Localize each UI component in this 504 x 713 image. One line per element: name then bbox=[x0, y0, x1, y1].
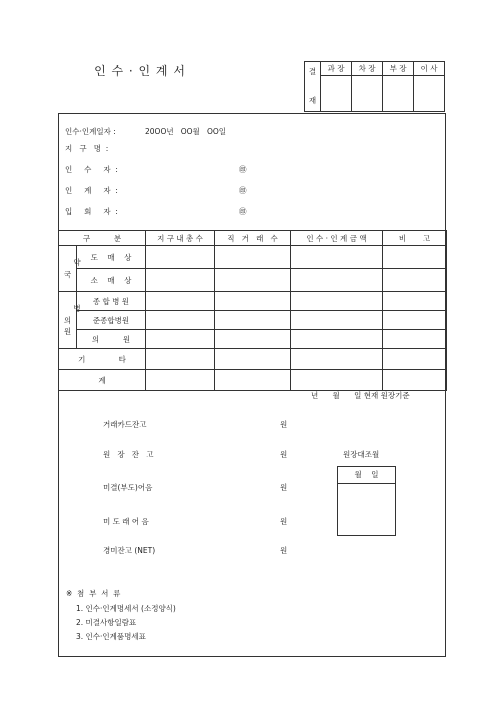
cell[interactable] bbox=[215, 370, 291, 391]
document-title: 인 수 · 인 계 서 bbox=[94, 64, 186, 78]
approval-label bbox=[305, 62, 321, 112]
approval-sign-director[interactable] bbox=[383, 75, 414, 111]
row-label-retail: 소 매 상 bbox=[77, 269, 146, 292]
cell[interactable] bbox=[291, 370, 383, 391]
approval-header-director: 부 장 bbox=[383, 62, 414, 76]
row-label-other: 기 타 bbox=[59, 349, 146, 370]
summary-unit-dishonored-notes: 원 bbox=[280, 483, 288, 492]
cell[interactable] bbox=[215, 269, 291, 292]
table-row bbox=[59, 269, 447, 292]
cell[interactable] bbox=[291, 311, 383, 330]
summary-unit-net-balance: 원 bbox=[280, 546, 288, 555]
ledger-match-label: 원장대조월 bbox=[343, 450, 380, 459]
approval-header-executive: 이 사 bbox=[414, 62, 445, 76]
ledger-match-box-header: 월 일 bbox=[338, 467, 395, 484]
attachment-item: 2. 미결사항일람표 bbox=[76, 618, 137, 627]
approval-sign-manager[interactable] bbox=[321, 75, 352, 111]
cell[interactable] bbox=[291, 292, 383, 311]
cell[interactable] bbox=[215, 330, 291, 349]
row-label-total: 계 bbox=[59, 370, 146, 391]
header-remarks: 비 고 bbox=[383, 231, 447, 246]
summary-unit-card-balance: 원 bbox=[280, 420, 288, 429]
cell[interactable] bbox=[146, 370, 215, 391]
cell[interactable] bbox=[215, 311, 291, 330]
header-direct: 직 거 래 수 bbox=[215, 231, 291, 246]
approval-label-top: 결 bbox=[308, 67, 317, 77]
cell[interactable] bbox=[146, 292, 215, 311]
row-label-semi-general-hospital: 준종합병원 bbox=[77, 311, 146, 330]
attachments-title: ※ 첨 부 서 류 bbox=[66, 589, 121, 598]
cell[interactable] bbox=[291, 246, 383, 269]
cell[interactable] bbox=[215, 292, 291, 311]
cell[interactable] bbox=[291, 349, 383, 370]
cell[interactable] bbox=[291, 269, 383, 292]
summary-label-ledger-balance: 원 장 잔 고 bbox=[103, 450, 154, 459]
row-label-general-hospital: 종 합 병 원 bbox=[77, 292, 146, 311]
ledger-match-box[interactable] bbox=[337, 466, 396, 536]
cell[interactable] bbox=[215, 246, 291, 269]
summary-unit-ledger-balance: 원 bbox=[280, 450, 288, 459]
cell[interactable] bbox=[146, 311, 215, 330]
cell[interactable] bbox=[146, 349, 215, 370]
row-label-wholesale: 도 매 상 bbox=[77, 246, 146, 269]
attachment-item: 1. 인수·인계명세서 (소정양식) bbox=[76, 604, 176, 613]
cell[interactable] bbox=[383, 349, 447, 370]
approval-sign-deputy[interactable] bbox=[352, 75, 383, 111]
witness-seal-icon: ㊞ bbox=[239, 207, 247, 216]
cell[interactable] bbox=[383, 246, 447, 269]
attachment-item: 3. 인수·인계품명세표 bbox=[76, 632, 146, 641]
summary-unit-undue-notes: 원 bbox=[280, 517, 288, 526]
table-row bbox=[59, 349, 447, 370]
cell[interactable] bbox=[383, 269, 447, 292]
date-label: 인수·인계일자 : bbox=[65, 127, 116, 136]
approval-table bbox=[304, 61, 445, 112]
summary-label-undue-notes: 미 도 래 어 음 bbox=[103, 517, 149, 526]
pharmacy-group-label: 약 국 bbox=[59, 246, 77, 292]
cell[interactable] bbox=[146, 269, 215, 292]
approval-sign-executive[interactable] bbox=[414, 75, 445, 111]
approval-header-deputy: 차 장 bbox=[352, 62, 383, 76]
cell[interactable] bbox=[383, 292, 447, 311]
grid-header-row bbox=[59, 231, 447, 246]
date-value[interactable]: 20OO년 OO월 OO일 bbox=[145, 127, 227, 136]
summary-label-dishonored-notes: 미결(부도)어음 bbox=[103, 483, 153, 492]
table-row bbox=[59, 370, 447, 391]
receiver-label: 인 수 자 : bbox=[65, 165, 118, 174]
table-row bbox=[59, 292, 447, 311]
table-row bbox=[59, 246, 447, 269]
approval-header-manager: 과 장 bbox=[321, 62, 352, 76]
witness-label: 입 회 자 : bbox=[65, 207, 118, 216]
cell[interactable] bbox=[291, 330, 383, 349]
account-grid bbox=[58, 230, 447, 391]
cell[interactable] bbox=[383, 311, 447, 330]
giver-label: 인 계 자 : bbox=[65, 186, 118, 195]
header-category: 구 분 bbox=[59, 231, 146, 246]
ledger-date-label: 년 월 일 현재 원장기준 bbox=[311, 391, 410, 400]
table-row bbox=[59, 330, 447, 349]
hospital-group-label: 병 의 원 bbox=[59, 292, 77, 349]
cell[interactable] bbox=[383, 370, 447, 391]
region-label: 지 구 명 : bbox=[65, 144, 109, 153]
summary-label-net-balance: 경미잔고 (NET) bbox=[103, 546, 156, 555]
approval-label-bottom: 재 bbox=[308, 95, 317, 105]
cell[interactable] bbox=[146, 330, 215, 349]
cell[interactable] bbox=[215, 349, 291, 370]
table-row bbox=[59, 311, 447, 330]
receiver-seal-icon: ㊞ bbox=[239, 165, 247, 174]
giver-seal-icon: ㊞ bbox=[239, 186, 247, 195]
summary-label-card-balance: 거래카드잔고 bbox=[103, 420, 147, 429]
header-total: 지 구 내 총 수 bbox=[146, 231, 215, 246]
cell[interactable] bbox=[146, 246, 215, 269]
header-amount: 인 수 · 인 계 금 액 bbox=[291, 231, 383, 246]
cell[interactable] bbox=[383, 330, 447, 349]
row-label-clinic: 의 원 bbox=[77, 330, 146, 349]
